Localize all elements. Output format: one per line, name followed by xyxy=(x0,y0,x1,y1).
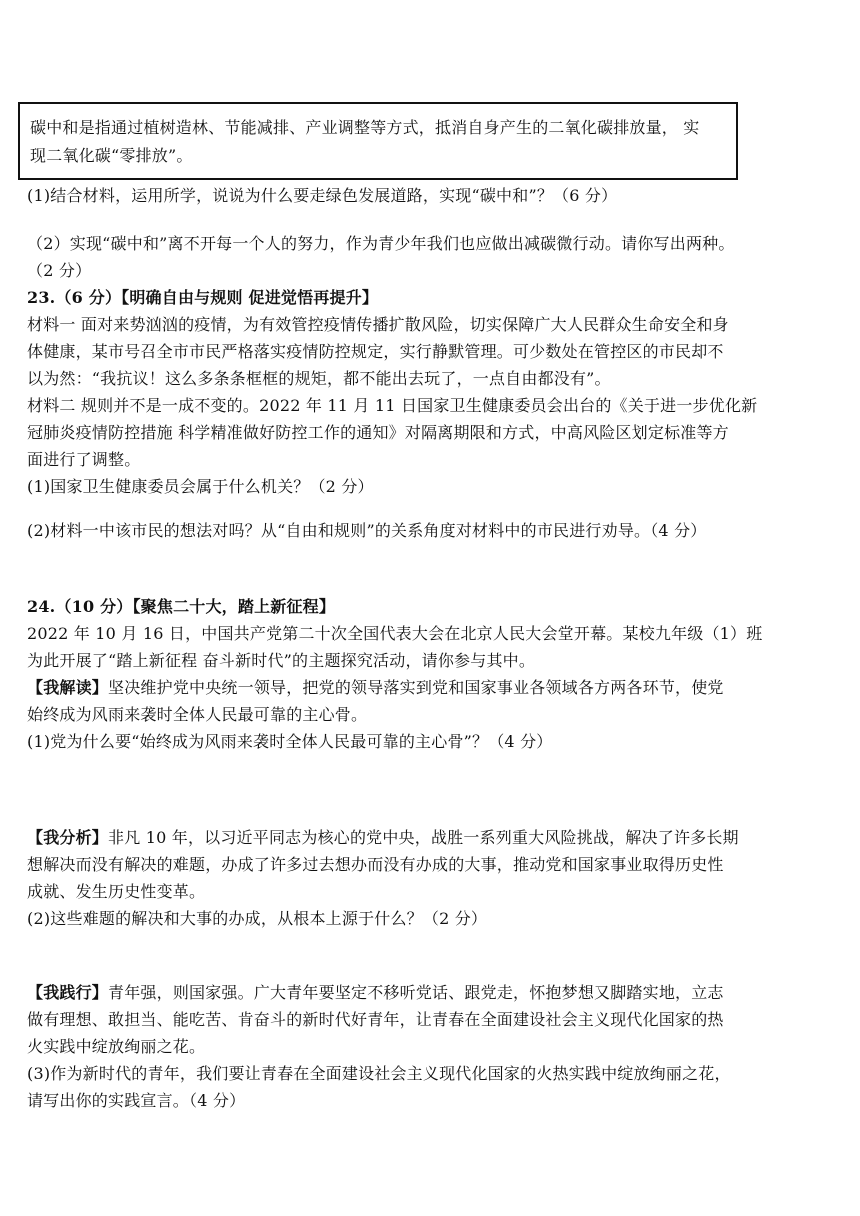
q22-sub2-line-2: （2 分） xyxy=(27,261,92,280)
q24-analysis-label: 【我分析】 xyxy=(27,828,109,847)
q24-sub3-line-2: 请写出你的实践宣言。（4 分） xyxy=(27,1091,246,1110)
q24-sub3-line-1: (3)作为新时代的青年，我们要让青春在全面建设社会主义现代化国家的火热实践中绽放绚丽之花， xyxy=(27,1064,731,1083)
q23-material2-line-2: 冠肺炎疫情防控措施 科学精准做好防控工作的通知》对隔离期限和方式，中高风险区划定标准等方 xyxy=(27,423,729,442)
q24-analysis-text: 非凡 10 年，以习近平同志为核心的党中央，战胜一系列重大风险挑战，解决了许多长期 xyxy=(108,828,739,847)
q23-material2-line-1: 材料二 规则并不是一成不变的。2022 年 11 月 11 日国家卫生健康委员会出台的《关于进一步优化新 xyxy=(27,396,758,415)
q23-sub1: (1)国家卫生健康委员会属于什么机关？（2 分） xyxy=(27,477,374,496)
q24-read-line-2: 始终成为风雨来袭时全体人民最可靠的主心骨。 xyxy=(27,705,368,724)
q24-intro-line-2: 为此开展了“踏上新征程 奋斗新时代”的主题探究活动，请你参与其中。 xyxy=(27,651,536,670)
carbon-material-line-1: 碳中和是指通过植树造林、节能减排、产业调整等方式，抵消自身产生的二氧化碳排放量， 实 xyxy=(30,118,700,137)
q24-read-label: 【我解读】 xyxy=(27,678,109,697)
q23-sub2: (2)材料一中该市民的想法对吗？从“自由和规则”的关系角度对材料中的市民进行劝导。（4 分） xyxy=(27,521,707,540)
q24-read-line-1 xyxy=(27,678,724,698)
q24-sub2: (2)这些难题的解决和大事的办成，从根本上源于什么？（2 分） xyxy=(27,909,488,928)
q24-practice-label: 【我践行】 xyxy=(27,983,109,1002)
q24-analysis-line-2: 想解决而没有解决的难题，办成了许多过去想办而没有办成的大事，推动党和国家事业取得历史性 xyxy=(27,855,724,874)
q24-analysis-line-1 xyxy=(27,828,739,848)
carbon-material-line-2: 现二氧化碳“零排放”。 xyxy=(30,146,193,165)
q24-practice-line-1 xyxy=(27,983,724,1003)
q22-sub2-line-1: （2）实现“碳中和”离不开每一个人的努力，作为青少年我们也应做出减碳微行动。请你写出两种。 xyxy=(27,234,735,253)
q24-sub1: (1)党为什么要“始终成为风雨来袭时全体人民最可靠的主心骨”？（4 分） xyxy=(27,732,553,751)
q23-material1-line-3: 以为然：“我抗议！这么多条条框框的规矩，都不能出去玩了，一点自由都没有”。 xyxy=(27,369,611,388)
q23-material2-line-3: 面进行了调整。 xyxy=(27,450,141,469)
q24-practice-line-2: 做有理想、敢担当、能吃苦、肯奋斗的新时代好青年，让青春在全面建设社会主义现代化国家的热 xyxy=(27,1010,724,1029)
q24-heading: 24.（10 分）【聚焦二十大，踏上新征程】 xyxy=(27,597,336,616)
q23-heading: 23.（6 分）【明确自由与规则 促进觉悟再提升】 xyxy=(27,288,379,307)
q23-material1-line-1: 材料一 面对来势汹汹的疫情，为有效管控疫情传播扩散风险，切实保障广大人民群众生命安全和身 xyxy=(27,315,729,334)
q24-analysis-line-3: 成就、发生历史性变革。 xyxy=(27,882,206,901)
q24-intro-line-1: 2022 年 10 月 16 日，中国共产党第二十次全国代表大会在北京人民大会堂开幕。某校九年级（1）班 xyxy=(27,624,763,643)
q23-material1-line-2: 体健康，某市号召全市市民严格落实疫情防控规定，实行静默管理。可少数处在管控区的市民却不 xyxy=(27,342,724,361)
q24-practice-text: 青年强，则国家强。广大青年要坚定不移听党话、跟党走，怀抱梦想又脚踏实地，立志 xyxy=(108,983,724,1002)
q24-read-text: 坚决维护党中央统一领导，把党的领导落实到党和国家事业各领域各方两各环节，使党 xyxy=(108,678,724,697)
q24-practice-line-3: 火实践中绽放绚丽之花。 xyxy=(27,1037,206,1056)
q22-sub1: (1)结合材料，运用所学，说说为什么要走绿色发展道路，实现“碳中和”？（6 分） xyxy=(27,186,618,205)
carbon-material-box xyxy=(18,102,738,180)
